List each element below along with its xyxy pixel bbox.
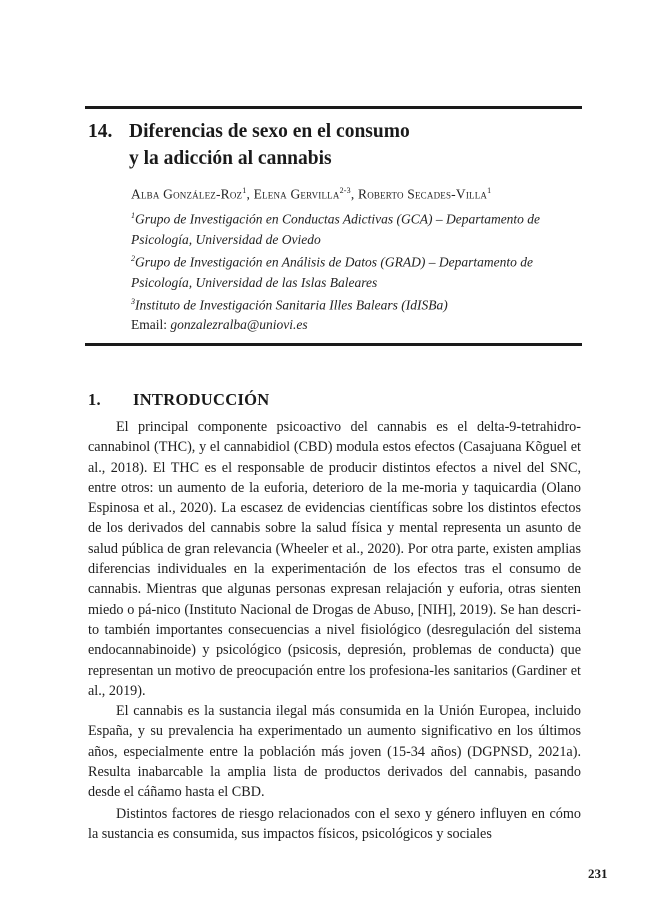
author-list [131, 186, 491, 203]
affiliation-text: Grupo de Investigación en Análisis de Datos (GRAD) – Departamento de Psicología, Universidad de las Islas Baleares [131, 254, 533, 290]
author-name: Alba González-Roz [131, 186, 243, 202]
affiliation-text: Instituto de Investigación Sanitaria Illes Balears (IdISBa) [135, 297, 448, 313]
top-rule [85, 106, 582, 109]
affiliation-mark: 2 [131, 254, 135, 263]
section-title: INTRODUCCIÓN [133, 389, 270, 409]
affiliation [131, 292, 581, 316]
chapter-number: 14. [88, 121, 113, 142]
affiliation-mark: 1 [131, 211, 135, 220]
author-affiliation-mark: 1 [487, 186, 492, 195]
section-number: 1. [88, 389, 101, 409]
email-label: Email: [131, 317, 171, 332]
author-separator: , [246, 186, 254, 202]
chapter-title-line1: Diferencias de sexo en el consumo [129, 121, 410, 142]
affiliation [131, 206, 581, 250]
body-paragraph: El principal componente psicoactivo del cannabis es el delta-9-tetrahidro-cannabinol (THC), y el cannabidiol (CBD) modula estos efectos (Casajuana Kõguel et al., 2018). El THC es el responsable de producir distintos efectos a nivel del SNC, entre otros: un aumento de la euforia, deterioro de la me-moria y taquicardia (Olano Espinosa et al., 2020). La escasez de evidencias científicas sobre los distintos efectos de los derivados del cannabis sobre la salud física y mental representa un asunto de salud pública de gran relevancia (Wheeler et al., 2020). Por otra parte, existen amplias diferencias individuales en la experimentación de los efectos tras el consumo de cannabis. Mientras que algunas personas expresan relajación y euforia, otras sienten miedo o pá-nico (Instituto Nacional de Drogas de Abuso, [NIH], 2019). Se han descri-to también importantes consecuencias a nivel fisiológico (desregulación del sistema endocannabinoide) y psicológico (psicosis, depresión, problemas de conducta) que representan un motivo de preocupación entre los profesiona-les sanitarios (Gardiner et al., 2019). [88, 419, 581, 699]
author-name: Elena Gervilla [253, 186, 340, 202]
bottom-rule [85, 343, 582, 346]
author-affiliation-mark: 1 [242, 186, 247, 195]
author-name: Roberto Secades-Villa [357, 186, 488, 202]
affiliation-mark: 3 [131, 297, 135, 306]
affiliation [131, 249, 581, 293]
affiliation-text: Grupo de Investigación en Conductas Adictivas (GCA) – Departamento de Psicología, Universidad de Oviedo [131, 211, 541, 247]
chapter-title-line2: y la adicción al cannabis [129, 148, 332, 169]
page-number: 231 [588, 866, 608, 881]
body-paragraph: Distintos factores de riesgo relacionados con el sexo y género influyen en cómo la sustancia es consumida, sus impactos físicos, psicológicos y sociales [88, 806, 581, 843]
email-address[interactable]: gonzalezralba@uniovi.es [170, 317, 308, 332]
contact-email [131, 317, 308, 333]
author-affiliation-mark: 2-3 [339, 186, 351, 195]
body-paragraph: El cannabis es la sustancia ilegal más consumida en la Unión Europea, incluido España, y su prevalencia ha experimentado un aumento significativo en los últimos años, especialmente entre la población más joven (15-34 años) (DGPNSD, 2021a). Resulta inabarcable la amplia lista de productos derivados del cannabis, pasando desde el cáñamo hasta el CBD. [88, 703, 581, 801]
author-separator: , [350, 186, 358, 202]
